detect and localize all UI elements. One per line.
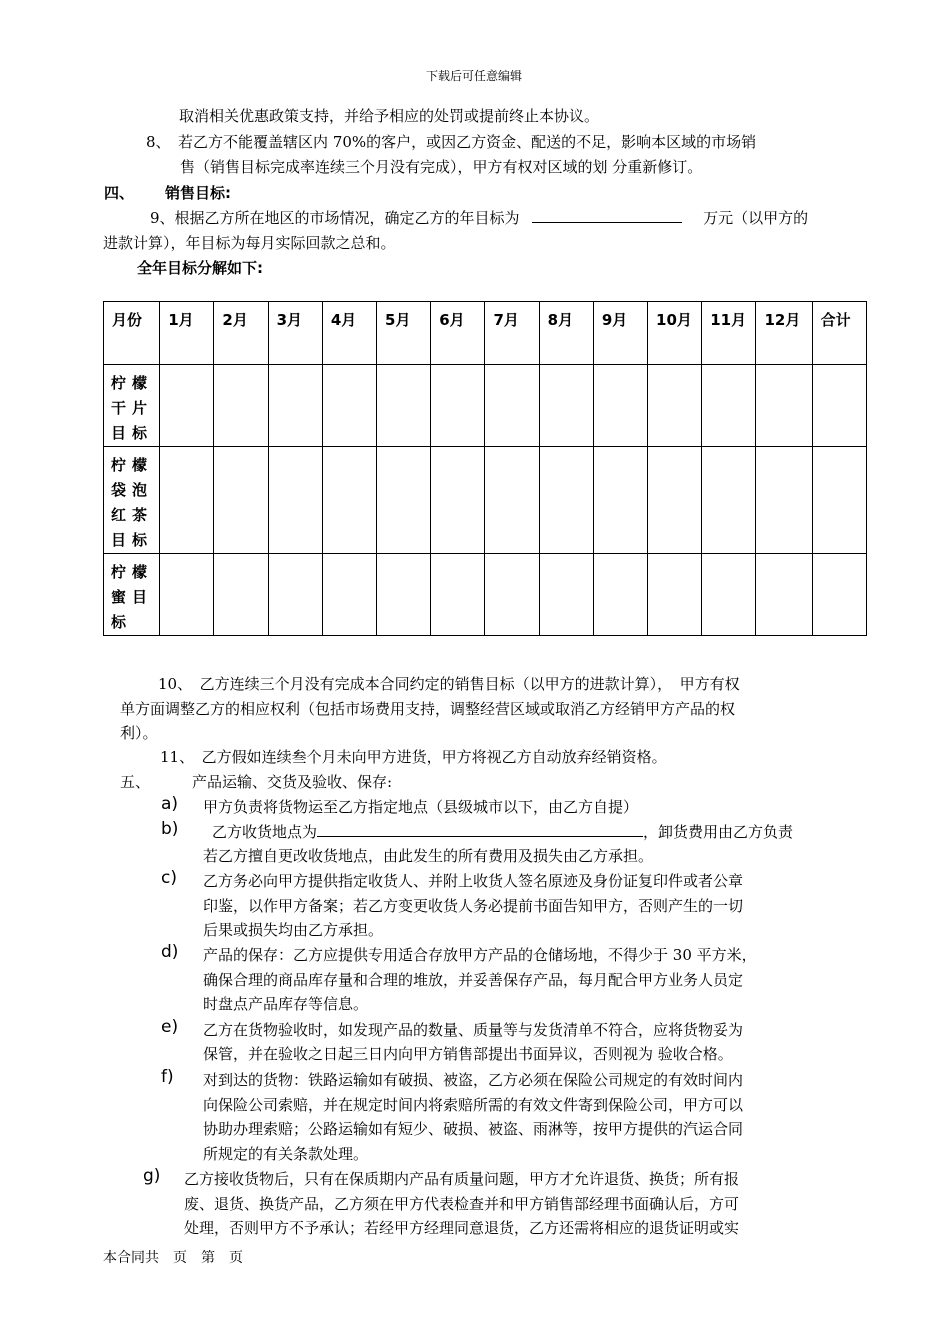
table-cell: [648, 554, 702, 636]
table-cell: [812, 554, 866, 636]
table-cell: [485, 447, 539, 554]
table-cell: [756, 554, 812, 636]
item-g-label: g): [143, 1166, 161, 1186]
header-jun: 6月: [431, 302, 485, 365]
header-month: 月份: [104, 302, 160, 365]
item-d-line-1: 产品的保存：乙方应提供专用适合存放甲方产品的仓储场地，不得少于 30 平方米，: [203, 946, 757, 964]
item-a-line-1: 甲方负责将货物运至乙方指定地点（县级城市以下，由乙方自提）: [203, 798, 639, 816]
item-d-label: d): [161, 942, 179, 962]
delivery-address-blank: [317, 822, 643, 837]
item-b-label: b): [161, 819, 179, 839]
table-cell: [322, 447, 376, 554]
header-jul: 7月: [485, 302, 539, 365]
item-c-line-1: 乙方务必向甲方提供指定收货人、并附上收货人签名原迹及身份证复印件或者公章: [203, 872, 744, 890]
item-b-line-1: [212, 822, 793, 842]
header-mar: 3月: [268, 302, 322, 365]
item-f-line-3: 协助办理索赔；公路运输如有短少、破损、被盗、雨淋等，按甲方提供的汽运合同: [203, 1120, 744, 1138]
table-cell: [214, 554, 268, 636]
table-cell: [431, 554, 485, 636]
item-c-line-3: 后果或损失均由乙方承担。: [203, 921, 384, 939]
table-cell: [539, 447, 593, 554]
item-f-line-2: 向保险公司索赔，并在规定时间内将索赔所需的有效文件寄到保险公司，甲方可以: [203, 1096, 744, 1114]
table-cell: [322, 554, 376, 636]
table-cell: [539, 554, 593, 636]
clause-10-line-1: 10、 乙方连续三个月没有完成本合同约定的销售目标（以甲方的进款计算）， 甲方有权: [158, 675, 740, 693]
table-cell: [812, 447, 866, 554]
table-cell: [160, 554, 214, 636]
section-4-title: 销售目标:: [165, 184, 231, 202]
table-cell: [648, 365, 702, 447]
page-header: 下载后可任意编辑: [426, 69, 523, 83]
item-e-label: e): [161, 1017, 179, 1037]
header-dec: 12月: [756, 302, 812, 365]
annual-target-blank: [532, 208, 682, 223]
section-5-title: 产品运输、交货及验收、保存:: [192, 773, 393, 791]
table-cell: [702, 365, 756, 447]
table-cell: [539, 365, 593, 447]
table-cell: [322, 365, 376, 447]
item-d-line-3: 时盘点产品库存等信息。: [203, 995, 369, 1013]
item-c-line-2: 印鉴，以作甲方备案；若乙方变更收货人务必提前书面告知甲方，否则产生的一切: [203, 897, 744, 915]
row-head-lemon-tea: 柠檬袋泡红茶目标: [104, 447, 160, 554]
clause-10-line-2: 单方面调整乙方的相应权利（包括市场费用支持，调整经营区域或取消乙方经销甲方产品的权: [120, 700, 736, 718]
table-cell: [812, 365, 866, 447]
table-cell: [214, 365, 268, 447]
table-cell: [593, 554, 647, 636]
section-5-number: 五、: [120, 773, 151, 791]
clause-8-line-2: 售（销售目标完成率连续三个月没有完成），甲方有权对区域的划 分重新修订。: [180, 158, 703, 176]
breakdown-heading: 全年目标分解如下:: [137, 259, 263, 277]
table-cell: [268, 554, 322, 636]
header-may: 5月: [377, 302, 431, 365]
clause-9-text: 9、根据乙方所在地区的市场情况，确定乙方的年目标为: [150, 209, 520, 227]
header-apr: 4月: [322, 302, 376, 365]
monthly-target-table: [103, 301, 867, 636]
table-cell: [377, 447, 431, 554]
table-cell: [756, 447, 812, 554]
clause-8-line-1: 8、 若乙方不能覆盖辖区内 70%的客户，或因乙方资金、配送的不足，影响本区域的市场销: [146, 133, 757, 151]
clause-10-line-3: 利）。: [120, 724, 158, 742]
header-sep: 9月: [593, 302, 647, 365]
table-cell: [702, 554, 756, 636]
header-feb: 2月: [214, 302, 268, 365]
table-cell: [702, 447, 756, 554]
item-f-label: f): [161, 1067, 174, 1087]
item-e-line-1: 乙方在货物验收时，如发现产品的数量、质量等与发货清单不符合，应将货物妥为: [203, 1021, 744, 1039]
clause-11: 11、 乙方假如连续叁个月未向甲方进货，甲方将视乙方自动放弃经销资格。: [160, 748, 667, 766]
item-d-line-2: 确保合理的商品库存量和合理的堆放，并妥善保存产品，每月配合甲方业务人员定: [203, 971, 744, 989]
text-line: 取消相关优惠政策支持，并给予相应的处罚或提前终止本协议。: [179, 107, 600, 125]
table-cell: [485, 554, 539, 636]
table-cell: [756, 365, 812, 447]
row-head-dried-lemon: 柠檬干片目标: [104, 365, 160, 447]
item-c-label: c): [161, 868, 177, 888]
clause-9-line-2: 进款计算），年目标为每月实际回款之总和。: [103, 234, 396, 252]
header-oct: 10月: [648, 302, 702, 365]
header-nov: 11月: [702, 302, 756, 365]
table-cell: [160, 447, 214, 554]
table-cell: [485, 365, 539, 447]
item-f-line-1: 对到达的货物：铁路运输如有破损、被盗，乙方必须在保险公司规定的有效时间内: [203, 1071, 744, 1089]
table-cell: [593, 447, 647, 554]
table-cell: [268, 365, 322, 447]
header-jan: 1月: [160, 302, 214, 365]
table-cell: [648, 447, 702, 554]
table-cell: [431, 447, 485, 554]
table-cell: [377, 554, 431, 636]
table-cell: [593, 365, 647, 447]
table-cell: [214, 447, 268, 554]
item-b-text: 乙方收货地点为: [212, 823, 318, 841]
item-a-label: a): [161, 794, 179, 814]
table-cell: [160, 365, 214, 447]
clause-9-line-1: [150, 208, 808, 228]
clause-9-unit: 万元（以甲方的: [703, 209, 809, 227]
item-f-line-4: 所规定的有关条款处理。: [203, 1145, 369, 1163]
item-b-text-cont: ，卸货费用由乙方负责: [643, 823, 794, 841]
item-g-line-1: 乙方接收货物后，只有在保质期内产品有质量问题，甲方才允许退货、换货；所有报: [184, 1170, 740, 1188]
table-cell: [377, 365, 431, 447]
page-footer: 本合同共 页 第 页: [103, 1250, 243, 1266]
section-4-number: 四、: [104, 184, 135, 202]
table-cell: [268, 447, 322, 554]
item-g-line-3: 处理，否则甲方不予承认；若经甲方经理同意退货，乙方还需将相应的退货证明或实: [184, 1219, 740, 1237]
header-total: 合计: [812, 302, 866, 365]
row-head-lemon-honey: 柠檬蜜目标: [104, 554, 160, 636]
item-b-line-2: 若乙方擅自更改收货地点，由此发生的所有费用及损失由乙方承担。: [203, 847, 654, 865]
header-aug: 8月: [539, 302, 593, 365]
item-g-line-2: 废、退货、换货产品，乙方须在甲方代表检查并和甲方销售部经理书面确认后，方可: [184, 1195, 740, 1213]
table-cell: [431, 365, 485, 447]
item-e-line-2: 保管，并在验收之日起三日内向甲方销售部提出书面异议，否则视为 验收合格。: [203, 1045, 733, 1063]
